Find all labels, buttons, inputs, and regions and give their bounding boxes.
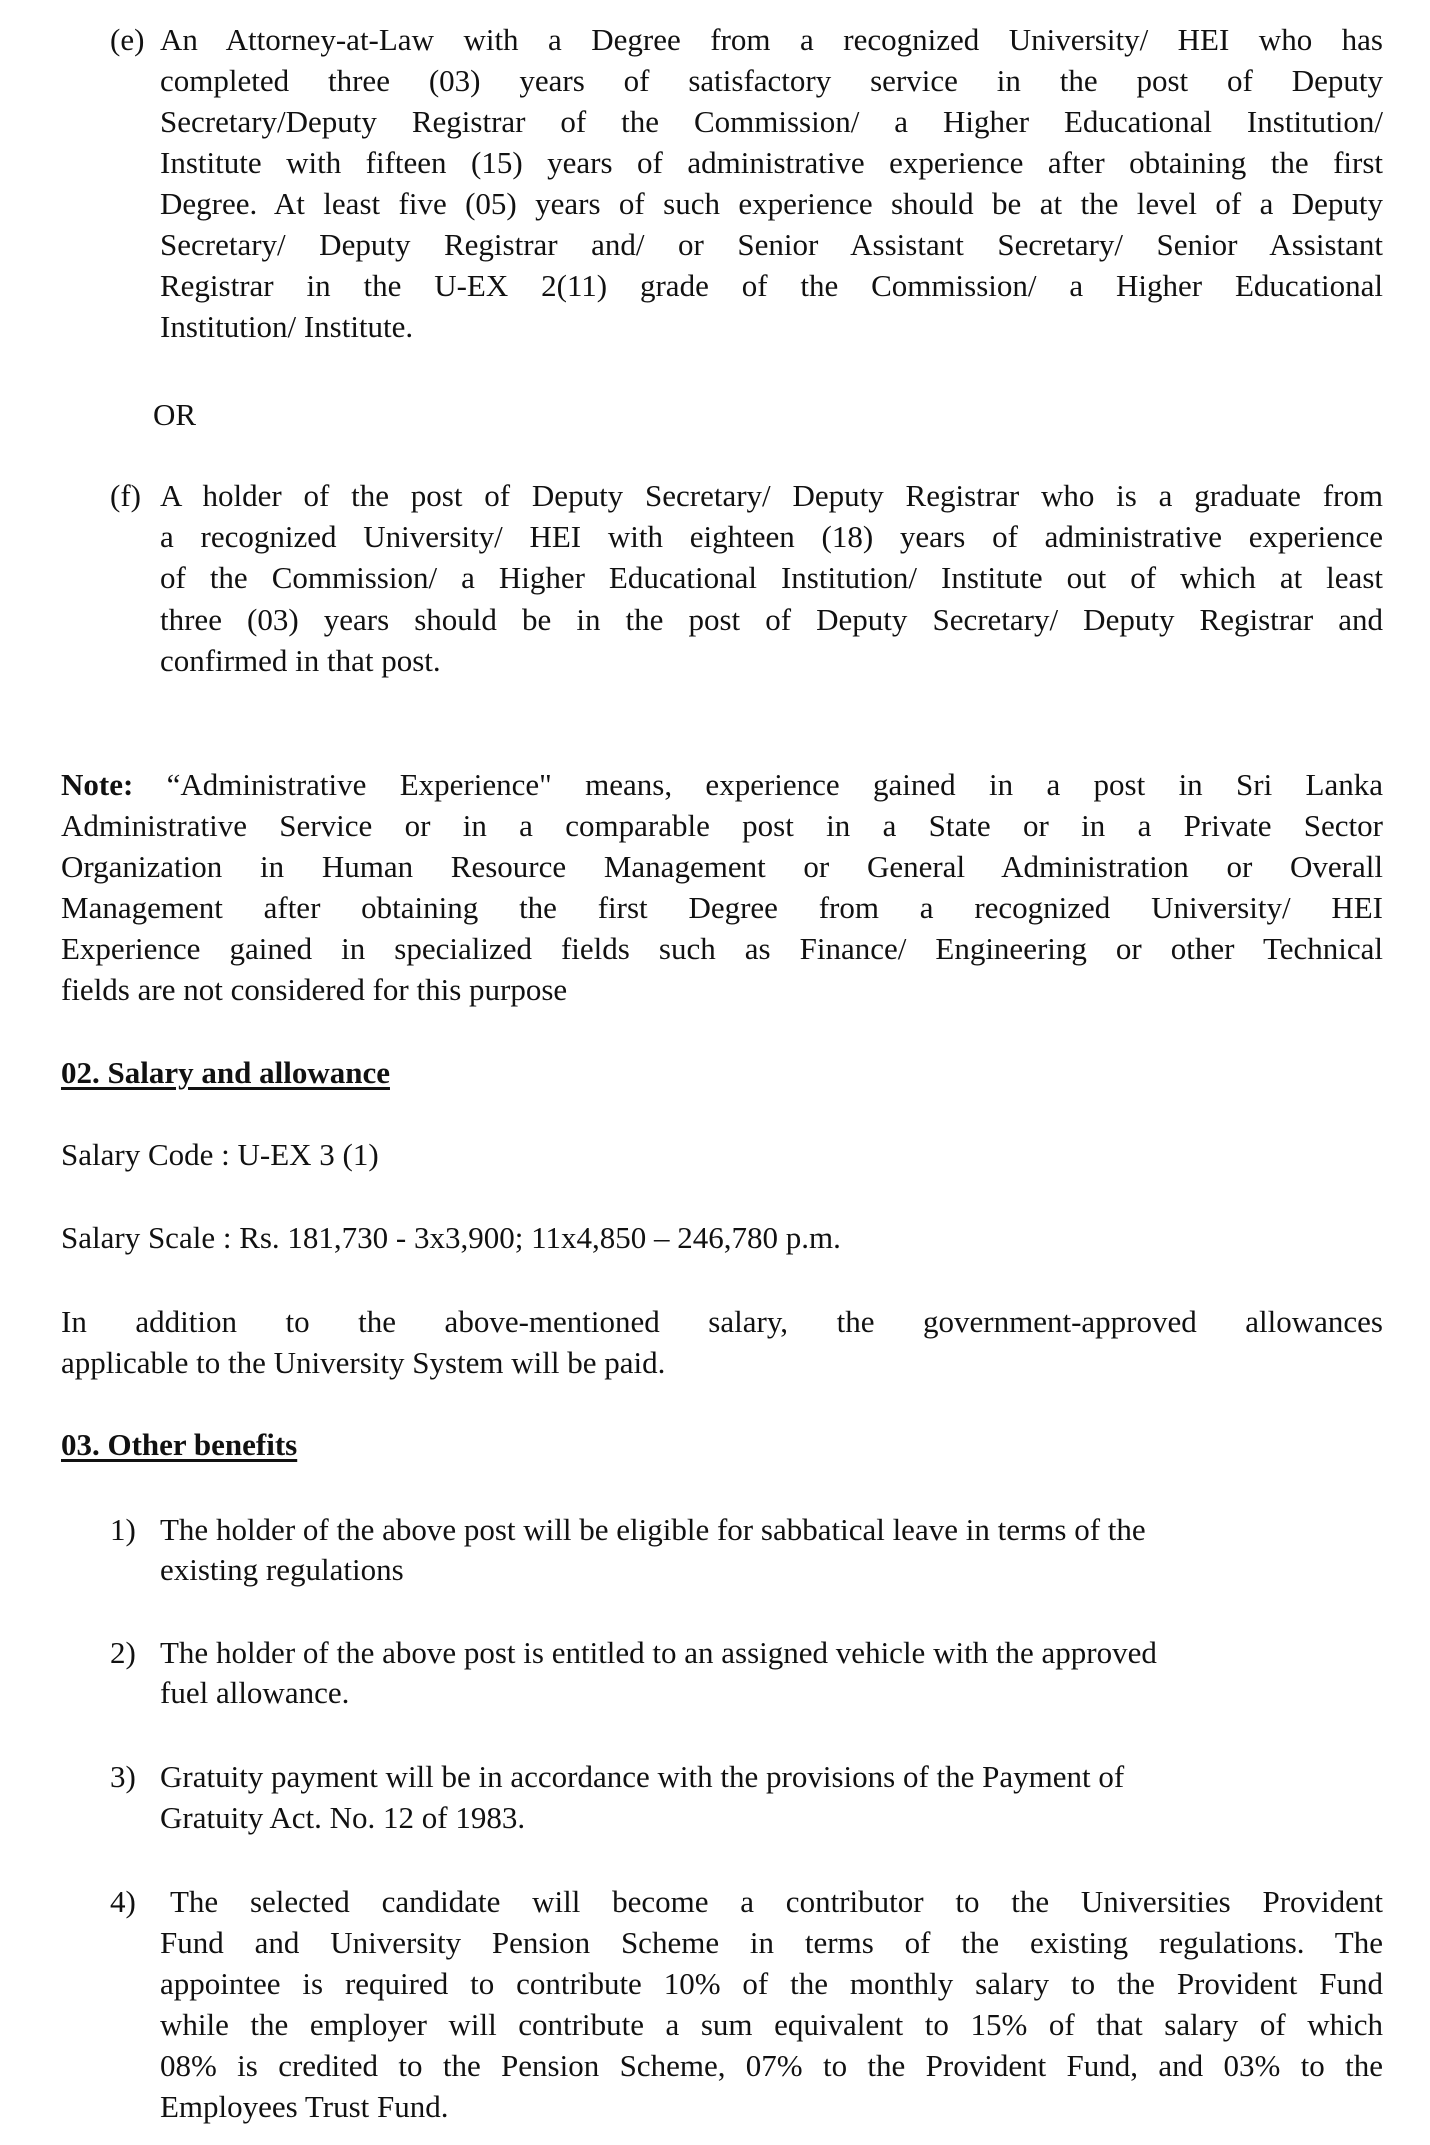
- note-label: Note:: [61, 767, 134, 802]
- salary-code: Salary Code : U-EX 3 (1): [61, 1137, 379, 1172]
- salary-addition-line: applicable to the University System will be paid.: [61, 1345, 666, 1380]
- criterion-e-line: Secretary/ Deputy Registrar and/ or Senior Assistant Secretary/ Senior Assistant: [160, 227, 1383, 262]
- note-line: Administrative Service or in a comparable post in a State or in a Private Sector: [61, 808, 1383, 843]
- benefit-3-line: Gratuity payment will be in accordance with the provisions of the Payment of: [160, 1759, 1125, 1794]
- benefit-4-line: Fund and University Pension Scheme in terms of the existing regulations. The: [160, 1925, 1383, 1960]
- or-separator: OR: [153, 397, 197, 432]
- salary-heading: 02. Salary and allowance: [61, 1055, 390, 1090]
- benefit-4-line: while the employer will contribute a sum equivalent to 15% of that salary of which: [160, 2007, 1383, 2042]
- benefit-4-line: Employees Trust Fund.: [160, 2089, 449, 2124]
- benefit-1-line: The holder of the above post will be eligible for sabbatical leave in terms of the: [160, 1512, 1146, 1547]
- criterion-e-line: Institute with fifteen (15) years of administrative experience after obtaining the first: [160, 145, 1383, 180]
- note-line: Experience gained in specialized fields such as Finance/ Engineering or other Technical: [61, 931, 1383, 966]
- criterion-e-marker: (e): [110, 22, 145, 57]
- note-line: Organization in Human Resource Management or General Administration or Overall: [61, 849, 1383, 884]
- criterion-e-line: Degree. At least five (05) years of such experience should be at the level of a Deputy: [160, 186, 1383, 221]
- criterion-e-line: Institution/ Institute.: [160, 309, 414, 344]
- note-line: Management after obtaining the first Degree from a recognized University/ HEI: [61, 890, 1383, 925]
- criterion-f-marker: (f): [110, 478, 141, 513]
- criterion-f-line: a recognized University/ HEI with eighteen (18) years of administrative experience: [160, 519, 1383, 554]
- note-first-line: [61, 767, 1383, 803]
- benefit-1-line: existing regulations: [160, 1552, 404, 1587]
- note-line: fields are not considered for this purpose: [61, 972, 568, 1007]
- salary-scale: Salary Scale : Rs. 181,730 - 3x3,900; 11x4,850 – 246,780 p.m.: [61, 1220, 841, 1255]
- criterion-e-line: Registrar in the U-EX 2(11) grade of the Commission/ a Higher Educational: [160, 268, 1383, 303]
- criterion-e-line: An Attorney-at-Law with a Degree from a recognized University/ HEI who has: [160, 22, 1383, 57]
- criterion-f-line: A holder of the post of Deputy Secretary/ Deputy Registrar who is a graduate from: [160, 478, 1383, 513]
- benefit-3-line: Gratuity Act. No. 12 of 1983.: [160, 1800, 526, 1835]
- criterion-f-line: three (03) years should be in the post of Deputy Secretary/ Deputy Registrar and: [160, 602, 1383, 637]
- criterion-f-line: confirmed in that post.: [160, 643, 441, 678]
- benefit-3-marker: 3): [110, 1759, 136, 1794]
- benefit-4-line: appointee is required to contribute 10% of the monthly salary to the Provident Fund: [160, 1966, 1383, 2001]
- benefit-4-line: The selected candidate will become a contributor to the Universities Provident: [170, 1884, 1383, 1919]
- note-first-line-text: “Administrative Experience" means, experience gained in a post in Sri Lanka: [166, 767, 1383, 802]
- benefit-1-marker: 1): [110, 1512, 136, 1547]
- benefit-2-line: fuel allowance.: [160, 1675, 350, 1710]
- criterion-e-line: completed three (03) years of satisfactory service in the post of Deputy: [160, 63, 1383, 98]
- benefit-2-line: The holder of the above post is entitled to an assigned vehicle with the approved: [160, 1635, 1157, 1670]
- criterion-f-line: of the Commission/ a Higher Educational Institution/ Institute out of which at least: [160, 560, 1383, 595]
- benefit-4-line: 08% is credited to the Pension Scheme, 07% to the Provident Fund, and 03% to the: [160, 2048, 1383, 2083]
- salary-addition-line: In addition to the above-mentioned salary, the government-approved allowances: [61, 1304, 1383, 1339]
- benefit-2-marker: 2): [110, 1635, 136, 1670]
- benefits-heading: 03. Other benefits: [61, 1427, 298, 1462]
- benefit-4-marker: 4): [110, 1884, 136, 1919]
- criterion-e-line: Secretary/Deputy Registrar of the Commission/ a Higher Educational Institution/: [160, 104, 1383, 139]
